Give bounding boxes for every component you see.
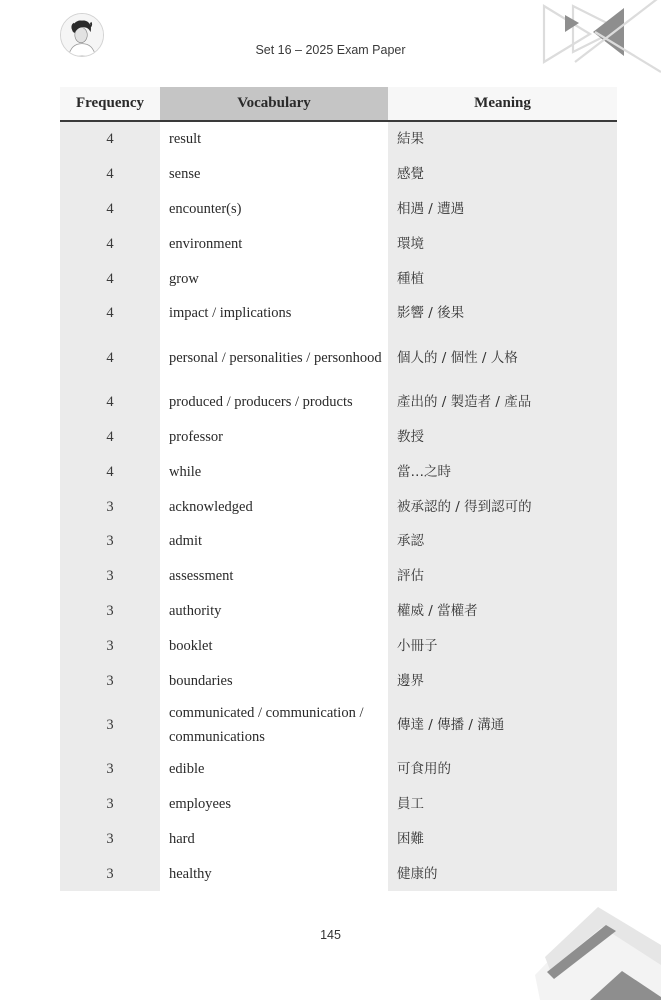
vocabulary-cell: communicated / communication / communications xyxy=(160,698,388,752)
vocabulary-cell: employees xyxy=(160,787,388,822)
frequency-cell: 4 xyxy=(60,296,160,331)
vocabulary-cell: edible xyxy=(160,752,388,787)
table-row xyxy=(60,121,617,157)
table-row xyxy=(60,296,617,331)
table-row xyxy=(60,628,617,663)
meaning-cell: 相遇 / 遭遇 xyxy=(388,192,617,227)
meaning-cell: 結果 xyxy=(388,121,617,157)
meaning-cell: 健康的 xyxy=(388,856,617,891)
vocabulary-table xyxy=(60,87,617,891)
vocabulary-cell: impact / implications xyxy=(160,296,388,331)
table-row xyxy=(60,489,617,524)
frequency-cell: 3 xyxy=(60,489,160,524)
meaning-cell: 小冊子 xyxy=(388,628,617,663)
vocabulary-cell: produced / producers / products xyxy=(160,385,388,420)
meaning-cell: 當…之時 xyxy=(388,454,617,489)
meaning-cell: 權威 / 當權者 xyxy=(388,594,617,629)
table-row xyxy=(60,420,617,455)
table-row xyxy=(60,822,617,857)
vocabulary-cell: encounter(s) xyxy=(160,192,388,227)
frequency-cell: 4 xyxy=(60,420,160,455)
column-header-frequency: Frequency xyxy=(60,87,160,121)
corner-decoration-icon xyxy=(530,905,661,1000)
table-header-row xyxy=(60,87,617,121)
table-row xyxy=(60,663,617,698)
meaning-cell: 產出的 / 製造者 / 產品 xyxy=(388,385,617,420)
frequency-cell: 4 xyxy=(60,157,160,192)
table-row xyxy=(60,752,617,787)
meaning-cell: 困難 xyxy=(388,822,617,857)
vocabulary-cell: hard xyxy=(160,822,388,857)
vocabulary-cell: environment xyxy=(160,226,388,261)
page-number: 145 xyxy=(320,928,341,942)
frequency-cell: 4 xyxy=(60,192,160,227)
meaning-cell: 環境 xyxy=(388,226,617,261)
frequency-cell: 3 xyxy=(60,663,160,698)
meaning-cell: 評估 xyxy=(388,559,617,594)
table-row xyxy=(60,385,617,420)
meaning-cell: 被承認的 / 得到認可的 xyxy=(388,489,617,524)
meaning-cell: 承認 xyxy=(388,524,617,559)
frequency-cell: 4 xyxy=(60,121,160,157)
column-header-meaning: Meaning xyxy=(388,87,617,121)
vocabulary-cell: acknowledged xyxy=(160,489,388,524)
vocabulary-cell: admit xyxy=(160,524,388,559)
frequency-cell: 4 xyxy=(60,385,160,420)
table-row xyxy=(60,261,617,296)
vocabulary-cell: sense xyxy=(160,157,388,192)
meaning-cell: 邊界 xyxy=(388,663,617,698)
frequency-cell: 3 xyxy=(60,822,160,857)
frequency-cell: 3 xyxy=(60,594,160,629)
frequency-cell: 3 xyxy=(60,559,160,594)
vocabulary-cell: while xyxy=(160,454,388,489)
frequency-cell: 3 xyxy=(60,787,160,822)
frequency-cell: 4 xyxy=(60,454,160,489)
meaning-cell: 個人的 / 個性 / 人格 xyxy=(388,331,617,385)
meaning-cell: 感覺 xyxy=(388,157,617,192)
vocabulary-cell: result xyxy=(160,121,388,157)
vocabulary-cell: booklet xyxy=(160,628,388,663)
table-row xyxy=(60,524,617,559)
frequency-cell: 4 xyxy=(60,331,160,385)
table-row xyxy=(60,787,617,822)
frequency-cell: 3 xyxy=(60,524,160,559)
table-row xyxy=(60,157,617,192)
meaning-cell: 可食用的 xyxy=(388,752,617,787)
meaning-cell: 種植 xyxy=(388,261,617,296)
vocabulary-cell: assessment xyxy=(160,559,388,594)
table-row xyxy=(60,698,617,752)
running-title: Set 16 – 2025 Exam Paper xyxy=(255,43,406,57)
table-row xyxy=(60,226,617,261)
vocabulary-cell: personal / personalities / personhood xyxy=(160,331,388,385)
column-header-vocabulary: Vocabulary xyxy=(160,87,388,121)
triangles-decoration-icon xyxy=(535,0,661,80)
meaning-cell: 員工 xyxy=(388,787,617,822)
vocabulary-cell: authority xyxy=(160,594,388,629)
table-row xyxy=(60,594,617,629)
vocabulary-cell: professor xyxy=(160,420,388,455)
frequency-cell: 3 xyxy=(60,752,160,787)
frequency-cell: 3 xyxy=(60,628,160,663)
meaning-cell: 傳達 / 傳播 / 溝通 xyxy=(388,698,617,752)
frequency-cell: 4 xyxy=(60,226,160,261)
table-row xyxy=(60,454,617,489)
frequency-cell: 3 xyxy=(60,698,160,752)
vocabulary-cell: grow xyxy=(160,261,388,296)
table-row xyxy=(60,559,617,594)
vocabulary-cell: healthy xyxy=(160,856,388,891)
frequency-cell: 4 xyxy=(60,261,160,296)
table-row xyxy=(60,331,617,385)
frequency-cell: 3 xyxy=(60,856,160,891)
meaning-cell: 影響 / 後果 xyxy=(388,296,617,331)
table-row xyxy=(60,856,617,891)
meaning-cell: 教授 xyxy=(388,420,617,455)
vocabulary-cell: boundaries xyxy=(160,663,388,698)
table-row xyxy=(60,192,617,227)
